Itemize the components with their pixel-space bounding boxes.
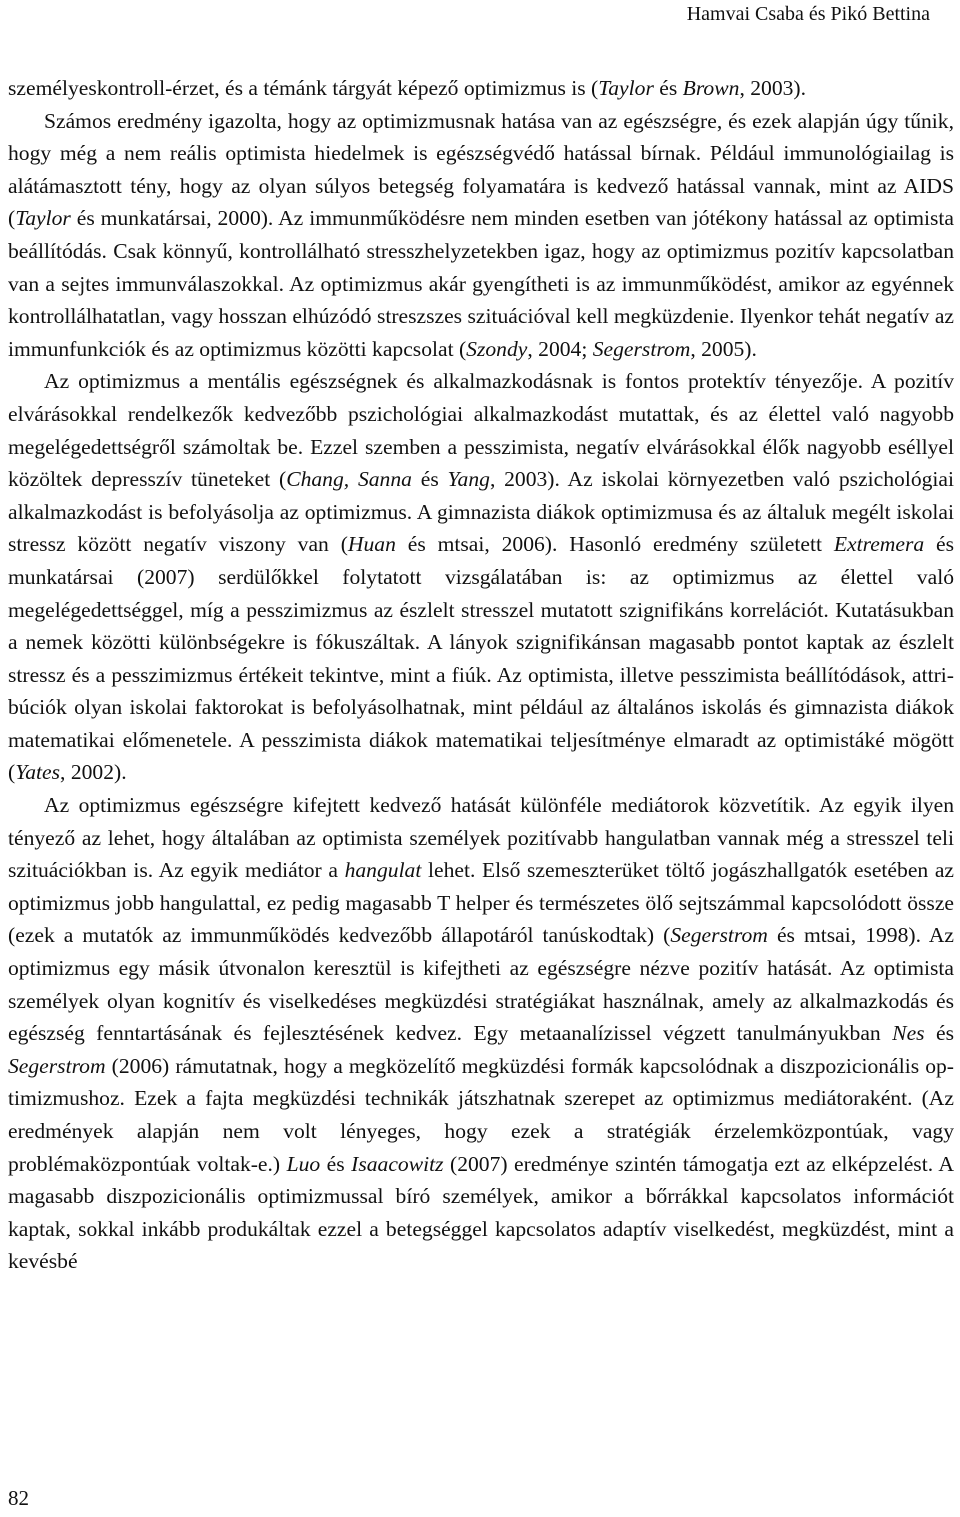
text-run: Számos eredmény igazolta, hogy az optimizmusnak hatása van az egészségre, és ezek alapján úgy tűnik, hogy még a nem reális optimista hiedelmek is egészségvédő hatással bírnak. Például immunológiailag is alátámasztott tény, hogy az olyan súlyos betegség folyamatára is kedvező hatással vannak, mint az AIDS (: [8, 108, 954, 231]
text-run: és: [411, 467, 448, 492]
page-number: 82: [8, 1486, 29, 1510]
text-run: (2006) rámutatnak, hogy a megközelítő megküzdési formák kapcsolódnak a diszpozicionális optimizmushoz. Ezek a fajta megküzdési technikák játszhatnak szerepet az optimizmus mediátoraként. (Az eredmények alapján nem volt lényeges, hogy ezek a stratégiák érzelemközpontúak, vagy problémaközpontúak voltak-e.): [8, 1053, 954, 1176]
text-run: és: [653, 76, 683, 100]
italic-reference: Taylor: [15, 206, 71, 231]
text-run: , 2004;: [527, 336, 593, 361]
text-run: és: [320, 1151, 352, 1176]
text-run: és munkatársai, 2000). Az immunműködésre nem minden esetben van jótékony hatással az optimista beállítódás. Csak könnyű, kontrollálható stresszhelyzetekben igaz, hogy az optimizmus pozitív kapcsolatban van a sejtes immunválaszokkal. Az optimizmus akár gyengítheti is az immunműködést, amikor az egyénnek kontrollálhatatlan, vagy hosszan elhúzódó streszszes szituációval kell megküzdenie. Ilyenkor tehát negatív az immunfunkciók és az optimizmus közötti kapcsolat (: [8, 206, 954, 361]
italic-reference: Segerstrom: [670, 923, 768, 948]
paragraph: [8, 789, 954, 1278]
text-run: , 2003).: [739, 76, 807, 100]
running-head: Hamvai Csaba és Pikó Bettina: [686, 3, 930, 25]
italic-reference: Szondy: [466, 336, 528, 361]
italic-reference: Yang: [447, 467, 490, 492]
paragraph: [8, 105, 954, 366]
italic-reference: Isaacowitz: [351, 1151, 444, 1176]
italic-reference: Nes: [892, 1021, 925, 1046]
italic-reference: Luo: [286, 1151, 321, 1176]
italic-reference: Brown: [682, 76, 740, 100]
paragraph: [8, 365, 954, 789]
paragraph: [8, 72, 954, 105]
italic-reference: Huan: [347, 532, 396, 557]
text-run: Az optimizmus egészségre kifejtett kedvező hatását különféle mediátorok közvetítik. Az egyik ilyen tényező az lehet, hogy általában az optimista személyek pozitívabb hangulatban vannak még a stresszel teli szituációkban is. Az egyik mediátor a: [8, 793, 954, 883]
text-run: és mtsai, 1998). Az optimizmus egy másik útvonalon keresztül is kifejtheti az egészségre nézve pozitív hatását. Az optimista személyek olyan kognitív és viselkedéses megküzdési stratégiákat használnak, amely az alkalmazkodás és egészség fenntartásának és fejlesztésének kedvez. Egy metaanalízissel végzett tanulmányukban: [8, 923, 954, 1046]
text-run: (2007) eredménye szintén támogatja ezt az elképzelést. A magasabb diszpozicionális optimizmussal bíró személyek, amikor a bőrrákkal kapcsolatos információt kaptak, sokkal inkább produkáltak ezzel a betegséggel kapcsolatos adaptív viselkedést, megküzdést, mint a kevésbé: [8, 1151, 954, 1274]
text-run: Az optimizmus a mentális egészségnek és alkalmazkodásnak is fontos protektív tényezője. A pozitív elvárásokkal rendelkezők kedvezőbb pszichológiai alkalmazkodást mutattak, és az élettel való nagyobb megelégedettségről számoltak be. Ezzel szemben a pesszimista, negatív elvárásokkal élők nagyobb eséllyel közöltek depresszív tüneteket (: [8, 369, 954, 492]
body-text: [8, 72, 954, 1278]
text-run: személyeskontroll-érzet, és a témánk tárgyát képező optimizmus is (: [8, 76, 599, 100]
text-run: , 2002).: [60, 760, 127, 785]
italic-reference: Taylor: [598, 76, 654, 100]
italic-reference: Extremera: [833, 532, 925, 557]
italic-reference: Chang, Sanna: [286, 467, 412, 492]
italic-reference: Segerstrom: [592, 336, 691, 361]
text-run: és: [924, 1021, 954, 1046]
text-run: és mtsai, 2006). Hasonló eredmény született: [395, 532, 834, 557]
text-run: , 2005).: [690, 336, 757, 361]
italic-reference: hangulat: [344, 858, 422, 883]
text-run: , 2003). Az iskolai környezetben való pszichológiai alkalmazkodást is befolyásolja az optimizmus. A gimnazista diákok optimizmusa és az általuk megélt iskolai stressz között negatív viszony van (: [8, 467, 954, 557]
italic-reference: Yates: [15, 760, 61, 785]
text-run: lehet. Első szemeszterüket töltő jogászhallgatók esetében az optimizmus jobb hangulattal, ez pedig magasabb T helper és természetes ölő sejtszámmal kapcsolódott össze (ezek a mutatók az immunműködés kedvezőbb állapotáról tanúskodtak) (: [8, 858, 954, 948]
text-run: és munkatársai (2007) serdülőkkel folytatott vizsgálatában is: az optimizmus az élettel való megelégedettséggel, míg a pesszimizmus az észlelt stresszel mutatott szignifikáns korrelációt. Kutatásukban a nemek közötti különbségekre is fókuszáltak. A lányok szignifikánsan magasabb pontot kaptak az észlelt stressz és a pesszimizmus értékeit tekintve, mint a fiúk. Az optimista, illetve pesszimista beállítódások, attribúciók olyan iskolai faktorokat is befolyásolhatnak, mint például az általános iskolás és gimnazista diákok matematikai előmenetele. A pesszimista diákok matematikai teljesítménye elmaradt az optimistáké mögött (: [8, 532, 955, 785]
italic-reference: Segerstrom: [8, 1053, 106, 1078]
